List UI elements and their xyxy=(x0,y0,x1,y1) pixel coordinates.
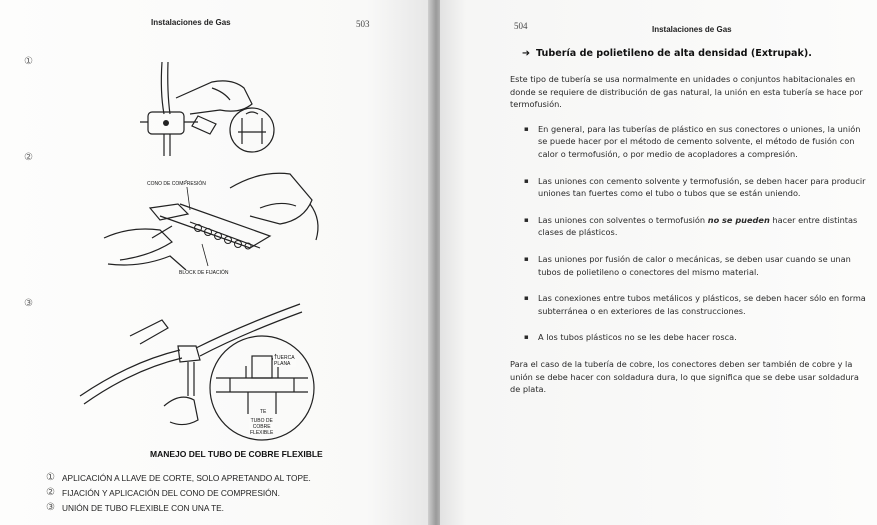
bullet-item-3-pre: Las uniones con solventes o termofusión xyxy=(538,214,708,225)
section-heading-text: Tubería de polietileno de alta densidad (Extrupak). xyxy=(536,48,812,59)
step-2-text: FIJACIÓN Y APLICACIÓN DEL CONO DE COMPRESIÓN. xyxy=(62,487,280,498)
label-fixing-block: BLOCK DE FIJACIÓN xyxy=(179,270,229,276)
right-page-content xyxy=(510,48,870,396)
step-3-text: UNIÓN DE TUBO FLEXIBLE CON UNA TE. xyxy=(62,502,224,513)
left-page xyxy=(0,0,432,525)
label-compression-cone: CONO DE COMPRESIÓN xyxy=(147,181,206,187)
label-flexible-copper-tube: TUBO DE COBRE FLEXIBLE xyxy=(250,418,274,436)
bullet-item-3-emphasis: no se pueden xyxy=(707,214,770,225)
section-heading xyxy=(510,48,870,59)
figure-marker-3: ③ xyxy=(24,298,33,309)
step-1-number: ① xyxy=(46,472,55,483)
right-header-title: Instalaciones de Gas xyxy=(652,25,732,34)
step-1-text: APLICACIÓN A LLAVE DE CORTE, SOLO APRETANDO AL TOPE. xyxy=(62,472,311,483)
figure-caption: MANEJO DEL TUBO DE COBRE FLEXIBLE xyxy=(150,449,323,459)
intro-paragraph: Este tipo de tubería se usa normalmente en unidades o conjuntos habitacionales en donde se requiere de distribución de gas natural, la unión en esta tubería se hace por termofusión. xyxy=(510,74,863,110)
left-page-number: 503 xyxy=(356,19,370,29)
bullet-item-6: ▪ A los tubos plásticos no se les debe hacer rosca. xyxy=(524,331,870,344)
bullet-list xyxy=(510,123,870,344)
arrow-right-icon: ➔ xyxy=(522,48,531,59)
label-flat-nut: TUERCA PLANA xyxy=(274,355,295,367)
figure-2-compression-block xyxy=(90,160,330,285)
step-2-number: ② xyxy=(46,487,55,498)
step-1 xyxy=(46,470,426,485)
figure-marker-1: ① xyxy=(24,56,33,67)
step-3 xyxy=(46,500,426,515)
figure-3-tee-union xyxy=(70,296,320,446)
step-2 xyxy=(46,485,426,500)
bullet-item-3-post: hacer entre distintas clases de plásticos. xyxy=(538,214,858,238)
step-list xyxy=(46,470,426,515)
left-header-title: Instalaciones de Gas xyxy=(151,18,231,27)
bullet-item-1: ▪ En general, para las tuberías de plástico en sus conectores o uniones, la unión se puede hacer por el método de cemento solvente, el método de fusión con calor o termofusión, o por medio de acopladores a compresión. xyxy=(524,123,870,161)
label-tee: TE xyxy=(260,409,267,415)
figure-marker-2: ② xyxy=(24,152,33,163)
bullet-item-5: ▪ Las conexiones entre tubos metálicos y plásticos, se deben hacer sólo en forma subterránea o en exteriores de las construcciones. xyxy=(524,292,870,317)
right-page xyxy=(440,0,877,525)
bullet-item-3 xyxy=(524,214,870,239)
right-page-number: 504 xyxy=(514,21,528,31)
bullet-item-2: ▪ Las uniones con cemento solvente y termofusión, se deben hacer para producir uniones tan fuertes como el tubo o tubos que se están uniendo. xyxy=(524,175,870,200)
closing-paragraph: Para el caso de la tubería de cobre, los conectores deben ser también de cobre y la unión se debe hacer con soldadura dura, lo que significa que se debe usar soldadura de plata. xyxy=(510,358,859,395)
bullet-item-4: ▪ Las uniones por fusión de calor o mecánicas, se deben usar cuando se unan tubos de polietileno o conectores del mismo material. xyxy=(524,253,870,278)
step-3-number: ③ xyxy=(46,502,55,513)
figure-1-valve-wrench xyxy=(120,52,280,162)
